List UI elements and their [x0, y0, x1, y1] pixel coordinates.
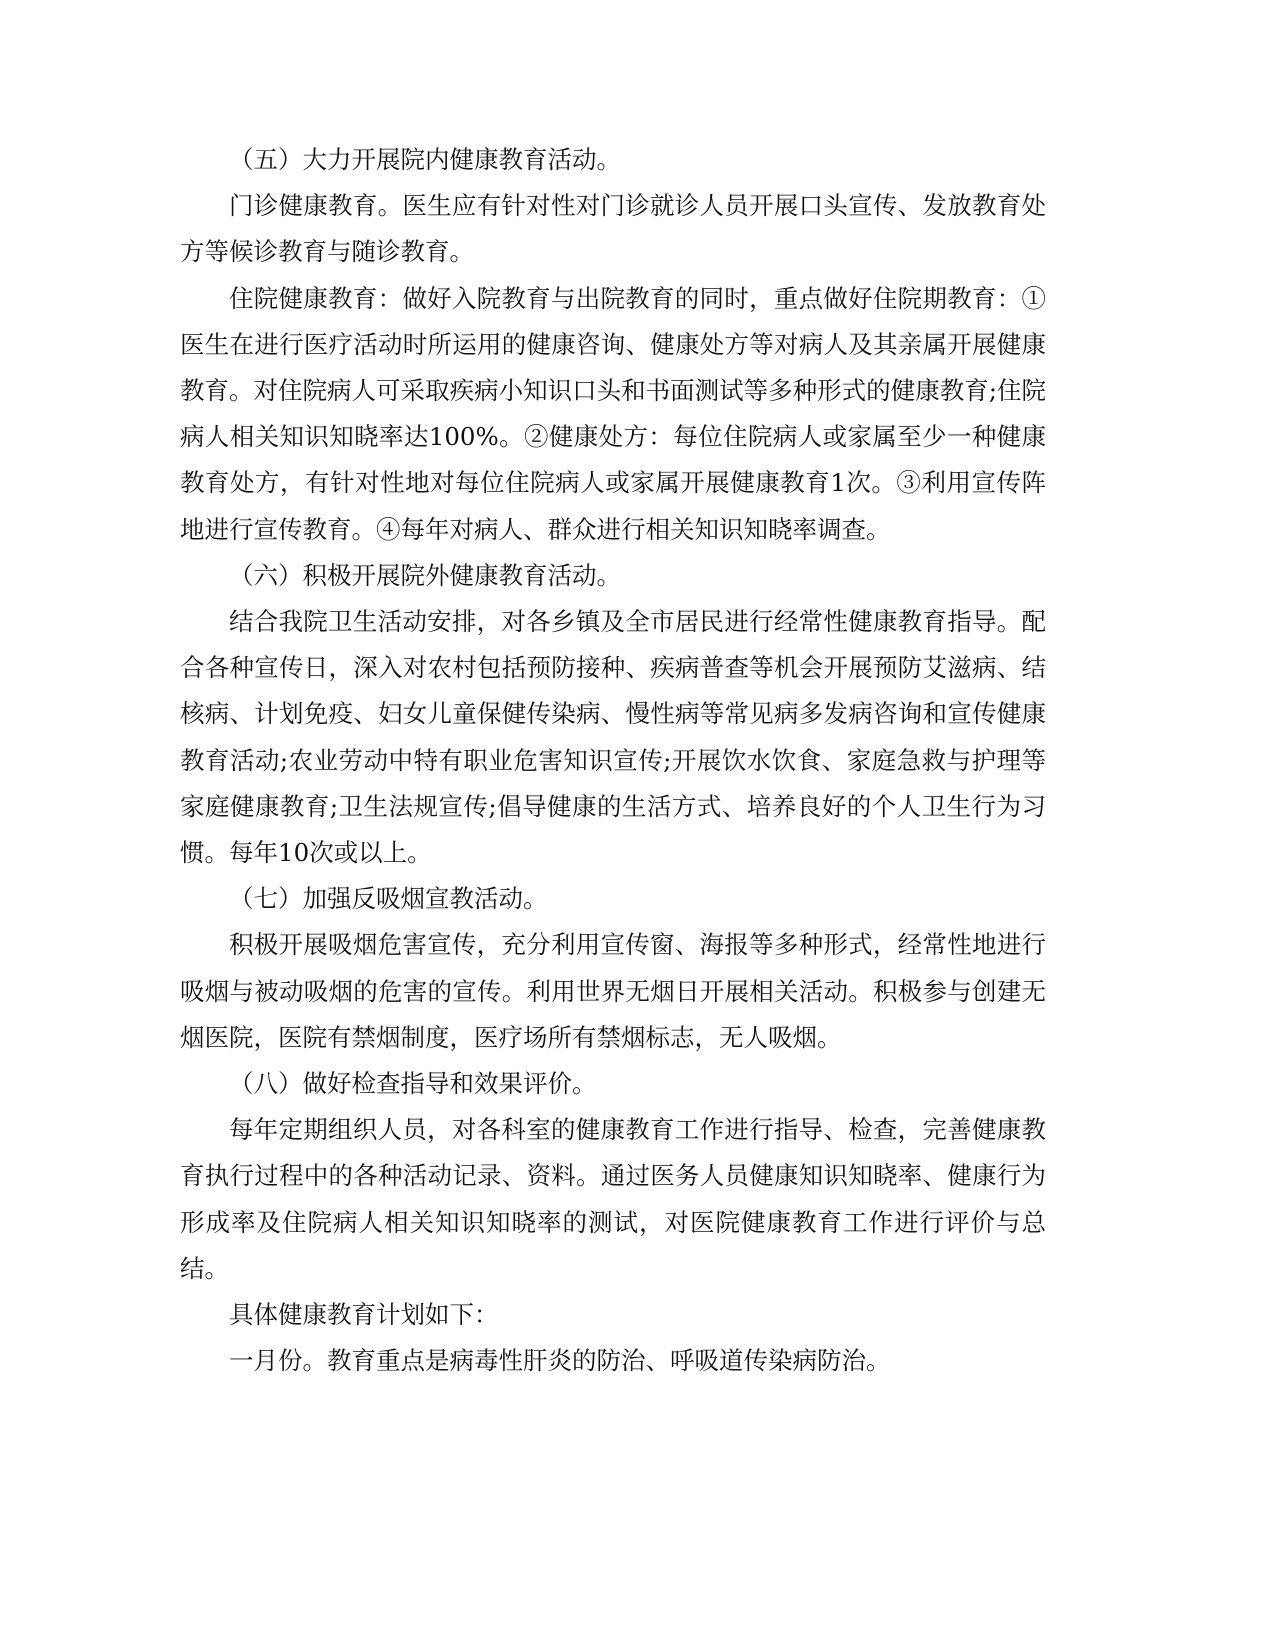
paragraph-outpatient-education: 门诊健康教育。医生应有针对性对门诊就诊人员开展口头宣传、发放教育处方等候诊教育与随诊教育。	[180, 191, 1046, 267]
section-heading-7: （七）加强反吸烟宣教活动。	[229, 884, 548, 914]
document-body	[180, 137, 1046, 1384]
paragraph-outside-education: 结合我院卫生活动安排，对各乡镇及全市居民进行经常性健康教育指导。配合各种宣传日，深入对农村包括预防接种、疾病普查等机会开展预防艾滋病、结核病、计划免疫、妇女儿童保健传染病、慢性病等常见病多发病咨询和宣传健康教育活动;农业劳动中特有职业危害知识宣传;开展饮水饮食、家庭急救与护理等家庭健康教育;卫生法规宣传;倡导健康的生活方式、培养良好的个人卫生行为习惯。每年10次或以上。	[180, 607, 1046, 868]
section-heading-5: （五）大力开展院内健康教育活动。	[229, 145, 621, 174]
section-heading-6: （六）积极开展院外健康教育活动。	[229, 560, 621, 590]
section-heading-8: （八）做好检查指导和效果评价。	[229, 1069, 597, 1099]
paragraph-january: 一月份。教育重点是病毒性肝炎的防治、呼吸道传染病防治。	[229, 1346, 891, 1376]
paragraph-inpatient-education: 住院健康教育：做好入院教育与出院教育的同时，重点做好住院期教育：①医生在进行医疗活动时所运用的健康咨询、健康处方等对病人及其亲属开展健康教育。对住院病人可采取疾病小知识口头和书面测试等多种形式的健康教育;住院病人相关知识知晓率达100%。②健康处方：每位住院病人或家属至少一种健康教育处方，有针对性地对每位住院病人或家属开展健康教育1次。③利用宣传阵地进行宣传教育。④每年对病人、群众进行相关知识知晓率调查。	[180, 283, 1046, 544]
paragraph-anti-smoking: 积极开展吸烟危害宣传，充分利用宣传窗、海报等多种形式，经常性地进行吸烟与被动吸烟的危害的宣传。利用世界无烟日开展相关活动。积极参与创建无烟医院，医院有禁烟制度，医疗场所有禁烟标志，无人吸烟。	[180, 930, 1046, 1052]
paragraph-evaluation: 每年定期组织人员，对各科室的健康教育工作进行指导、检查，完善健康教育执行过程中的各种活动记录、资料。通过医务人员健康知识知晓率、健康行为形成率及住院病人相关知识知晓率的测试，对医院健康教育工作进行评价与总结。	[180, 1115, 1046, 1283]
paragraph-plan-intro: 具体健康教育计划如下：	[229, 1300, 499, 1330]
